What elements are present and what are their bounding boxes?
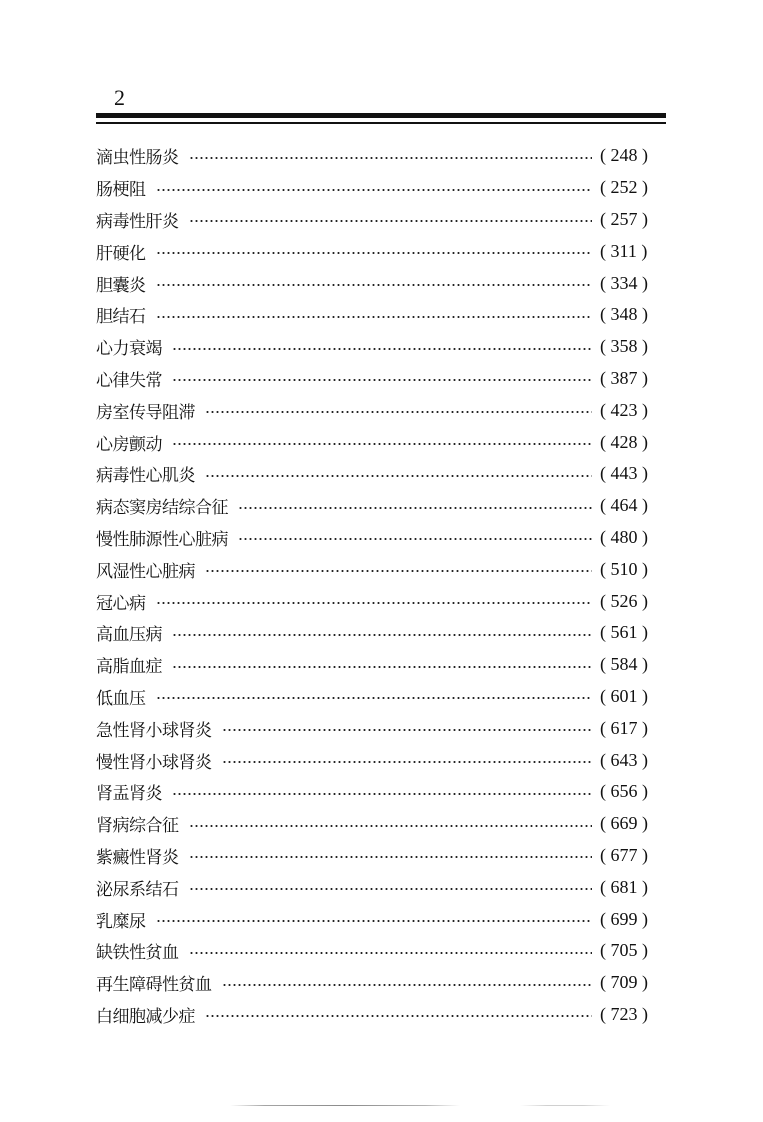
- paren-close: ): [637, 145, 648, 166]
- paren-close: ): [637, 208, 648, 229]
- toc-entry: [96, 903, 666, 935]
- paren-close: ): [636, 240, 648, 261]
- toc-entry: [96, 299, 666, 331]
- dot-leader: [172, 443, 592, 445]
- paren-close: ): [637, 558, 648, 579]
- toc-entry-title: 高脂血症: [96, 657, 162, 678]
- toc-entry-page: [600, 463, 666, 484]
- paren-open: (: [600, 463, 611, 484]
- paren-open: (: [600, 177, 611, 198]
- dot-leader: [189, 888, 593, 890]
- paren-open: (: [600, 622, 611, 643]
- toc-entry-title: 肠梗阻: [96, 180, 146, 201]
- toc-entry: [96, 776, 666, 808]
- page-ref-number: 387: [610, 367, 638, 388]
- toc-entry-page: [600, 304, 666, 325]
- toc-entry: [96, 808, 666, 840]
- paren-open: (: [600, 399, 611, 420]
- toc-entry: [96, 744, 666, 776]
- toc-entry-title: 急性肾小球肾炎: [96, 720, 212, 741]
- paren-close: ): [637, 908, 648, 929]
- dot-leader: [189, 157, 593, 159]
- toc-entry: [96, 140, 666, 172]
- dot-leader: [172, 634, 592, 636]
- paren-close: ): [637, 495, 648, 516]
- page-ref-number: 705: [610, 940, 638, 961]
- paren-close: ): [637, 654, 648, 675]
- paren-close: ): [637, 813, 648, 834]
- toc-entry-page: [600, 209, 666, 230]
- toc-entry-page: [600, 368, 666, 389]
- toc-entry-page: [600, 241, 666, 262]
- dot-leader: [238, 538, 592, 540]
- paren-close: ): [637, 876, 648, 897]
- toc-entry: [96, 490, 666, 522]
- toc-entry-page: [600, 527, 666, 548]
- toc-entry-page: [600, 591, 666, 612]
- toc-entry-title: 缺铁性贫血: [96, 943, 179, 964]
- toc-entry-title: 病态窦房结综合征: [96, 498, 228, 519]
- toc-entry: [96, 617, 666, 649]
- page-ref-number: 464: [610, 495, 638, 516]
- toc-entry-title: 心力衰竭: [96, 339, 162, 360]
- page-ref-number: 584: [610, 654, 638, 675]
- paren-open: (: [600, 272, 611, 293]
- dot-leader: [205, 570, 592, 572]
- paren-open: (: [600, 717, 611, 738]
- dot-leader: [172, 379, 592, 381]
- dot-leader: [205, 411, 592, 413]
- toc-entry-page: [600, 495, 666, 516]
- paren-close: ): [637, 781, 648, 802]
- toc-entry-title: 肾盂肾炎: [96, 784, 162, 805]
- dot-leader: [156, 189, 593, 191]
- dot-leader: [156, 697, 593, 699]
- toc-entry-page: [600, 686, 666, 707]
- paren-close: ): [637, 844, 648, 865]
- paren-close: ): [637, 590, 648, 611]
- paren-open: (: [600, 558, 611, 579]
- paren-open: (: [600, 495, 611, 516]
- toc-entry: [96, 172, 666, 204]
- header-rule-thick: [96, 113, 666, 118]
- toc-entry-page: [600, 940, 666, 961]
- page-ref-number: 643: [610, 749, 638, 770]
- page-ref-number: 423: [610, 399, 638, 420]
- paren-open: (: [600, 240, 611, 261]
- paren-close: ): [637, 272, 648, 293]
- paren-close: ): [637, 304, 648, 325]
- toc-entry-page: [600, 273, 666, 294]
- toc-entry-title: 肝硬化: [96, 243, 146, 264]
- toc-entry-title: 病毒性心肌炎: [96, 466, 195, 487]
- toc-entry-title: 房室传导阻滞: [96, 402, 195, 423]
- toc-entry-page: [600, 1004, 666, 1025]
- paren-open: (: [600, 876, 611, 897]
- paren-close: ): [637, 940, 648, 961]
- toc-entry-title: 乳糜尿: [96, 911, 146, 932]
- dot-leader: [189, 825, 593, 827]
- toc-entry: [96, 267, 666, 299]
- dot-leader: [172, 348, 592, 350]
- paren-open: (: [600, 431, 611, 452]
- toc-entry-title: 泌尿系结石: [96, 879, 179, 900]
- toc-entry-page: [600, 622, 666, 643]
- page-number: 2: [114, 85, 125, 110]
- page-ref-number: 681: [610, 876, 638, 897]
- paren-open: (: [600, 749, 611, 770]
- paren-open: (: [600, 940, 611, 961]
- toc-entry-page: [600, 336, 666, 357]
- page-ref-number: 709: [610, 972, 638, 993]
- toc-entry-title: 胆囊炎: [96, 275, 146, 296]
- toc-entry-title: 慢性肾小球肾炎: [96, 752, 212, 773]
- page-ref-number: 510: [610, 558, 638, 579]
- dot-leader: [189, 952, 593, 954]
- scan-artifact-line: [520, 1105, 610, 1106]
- paren-open: (: [600, 526, 611, 547]
- dot-leader: [205, 475, 592, 477]
- page-ref-number: 480: [610, 526, 638, 547]
- paren-open: (: [600, 781, 611, 802]
- page-ref-number: 561: [610, 622, 638, 643]
- paren-close: ): [637, 526, 648, 547]
- paren-close: ): [637, 336, 648, 357]
- toc-entry-page: [600, 654, 666, 675]
- paren-close: ): [637, 717, 648, 738]
- paren-open: (: [600, 208, 611, 229]
- toc-entry-page: [600, 750, 666, 771]
- page-ref-number: 348: [610, 304, 638, 325]
- dot-leader: [156, 284, 593, 286]
- toc-entry-page: [600, 813, 666, 834]
- paren-open: (: [600, 813, 611, 834]
- page-ref-number: 699: [610, 908, 638, 929]
- page-ref-number: 617: [610, 717, 638, 738]
- toc-entry-title: 低血压: [96, 688, 146, 709]
- toc-entry: [96, 681, 666, 713]
- page-ref-number: 656: [610, 781, 638, 802]
- toc-entry: [96, 394, 666, 426]
- page-ref-number: 248: [610, 145, 638, 166]
- toc-entry-page: [600, 400, 666, 421]
- toc-entry-title: 紫癜性肾炎: [96, 847, 179, 868]
- dot-leader: [189, 220, 593, 222]
- paren-close: ): [637, 1003, 648, 1024]
- paren-close: ): [637, 399, 648, 420]
- paren-close: ): [637, 685, 648, 706]
- paren-open: (: [600, 654, 611, 675]
- toc-entry-title: 心律失常: [96, 370, 162, 391]
- page-ref-number: 526: [610, 590, 638, 611]
- paren-open: (: [600, 336, 611, 357]
- paren-open: (: [600, 908, 611, 929]
- toc-entry-title: 风湿性心脏病: [96, 561, 195, 582]
- toc-entry: [96, 935, 666, 967]
- toc-entry: [96, 871, 666, 903]
- toc-entry-page: [600, 559, 666, 580]
- toc-entry-page: [600, 909, 666, 930]
- toc-entry: [96, 585, 666, 617]
- paren-open: (: [600, 685, 611, 706]
- toc-entry-title: 冠心病: [96, 593, 146, 614]
- paren-open: (: [600, 145, 611, 166]
- page-ref-number: 677: [610, 844, 638, 865]
- dot-leader: [238, 507, 592, 509]
- header-rule-thin: [96, 122, 666, 124]
- dot-leader: [156, 316, 593, 318]
- dot-leader: [156, 252, 593, 254]
- toc-entry-page: [600, 432, 666, 453]
- scan-artifact-line: [230, 1105, 460, 1106]
- table-of-contents: [96, 140, 666, 1030]
- toc-entry-page: [600, 718, 666, 739]
- page-ref-number: 443: [610, 463, 638, 484]
- toc-entry-page: [600, 972, 666, 993]
- toc-entry-page: [600, 877, 666, 898]
- paren-close: ): [637, 431, 648, 452]
- paren-open: (: [600, 367, 611, 388]
- toc-entry: [96, 712, 666, 744]
- toc-entry-title: 再生障碍性贫血: [96, 975, 212, 996]
- dot-leader: [189, 856, 593, 858]
- paren-close: ): [637, 367, 648, 388]
- paren-open: (: [600, 590, 611, 611]
- toc-entry-title: 滴虫性肠炎: [96, 148, 179, 169]
- toc-entry-title: 高血压病: [96, 625, 162, 646]
- dot-leader: [222, 984, 593, 986]
- paren-open: (: [600, 972, 611, 993]
- toc-entry-title: 病毒性肝炎: [96, 211, 179, 232]
- dot-leader: [172, 793, 592, 795]
- page-ref-number: 257: [610, 208, 638, 229]
- toc-entry-title: 胆结石: [96, 307, 146, 328]
- toc-entry: [96, 553, 666, 585]
- paren-open: (: [600, 844, 611, 865]
- paren-open: (: [600, 304, 611, 325]
- toc-entry: [96, 458, 666, 490]
- toc-entry-page: [600, 145, 666, 166]
- dot-leader: [222, 729, 593, 731]
- page-ref-number: 311: [610, 240, 637, 261]
- page-ref-number: 252: [610, 177, 638, 198]
- paren-close: ): [637, 177, 648, 198]
- dot-leader: [156, 602, 593, 604]
- toc-entry: [96, 999, 666, 1031]
- paren-open: (: [600, 1003, 611, 1024]
- page-ref-number: 669: [610, 813, 638, 834]
- toc-entry-title: 心房颤动: [96, 434, 162, 455]
- paren-close: ): [637, 463, 648, 484]
- paren-close: ): [637, 622, 648, 643]
- page-ref-number: 723: [610, 1003, 638, 1024]
- paren-close: ): [637, 972, 648, 993]
- dot-leader: [205, 1015, 592, 1017]
- toc-entry-page: [600, 177, 666, 198]
- toc-entry-title: 慢性肺源性心脏病: [96, 529, 228, 550]
- page-ref-number: 334: [610, 272, 638, 293]
- dot-leader: [156, 920, 593, 922]
- toc-entry-title: 肾病综合征: [96, 816, 179, 837]
- dot-leader: [222, 761, 593, 763]
- toc-entry: [96, 363, 666, 395]
- page-ref-number: 601: [610, 685, 638, 706]
- toc-entry: [96, 967, 666, 999]
- toc-entry-page: [600, 845, 666, 866]
- toc-entry: [96, 840, 666, 872]
- toc-entry: [96, 426, 666, 458]
- toc-entry-page: [600, 781, 666, 802]
- dot-leader: [172, 666, 592, 668]
- toc-entry: [96, 522, 666, 554]
- toc-entry-title: 白细胞减少症: [96, 1006, 195, 1027]
- page-ref-number: 428: [610, 431, 638, 452]
- toc-entry: [96, 649, 666, 681]
- toc-entry: [96, 204, 666, 236]
- paren-close: ): [637, 749, 648, 770]
- toc-entry: [96, 235, 666, 267]
- toc-entry: [96, 331, 666, 363]
- page-ref-number: 358: [610, 336, 638, 357]
